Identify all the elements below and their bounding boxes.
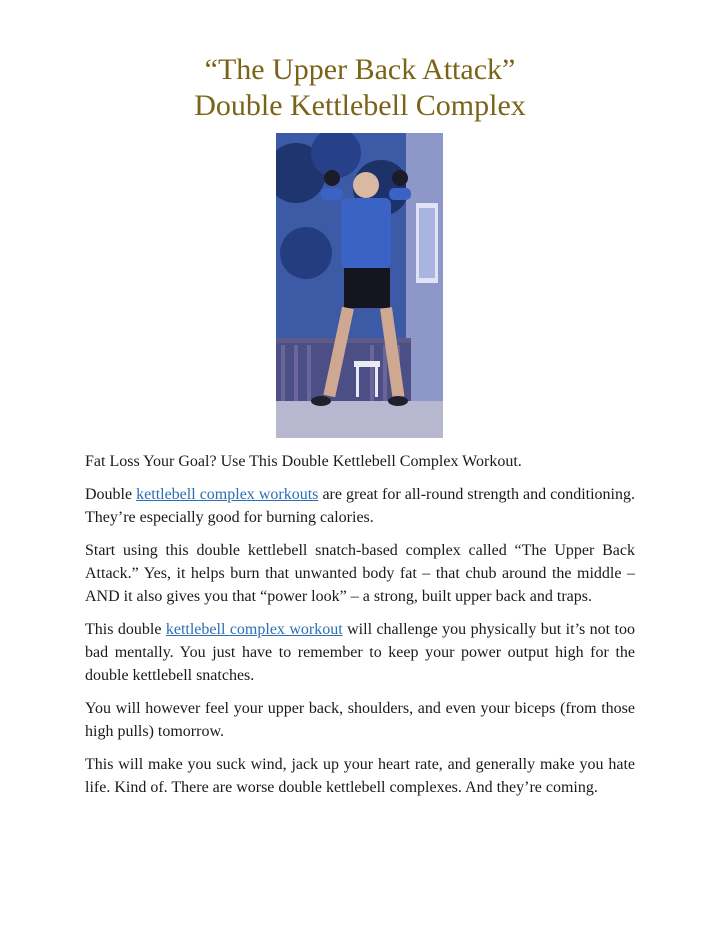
paragraph-2-lead: Double xyxy=(85,486,137,503)
title-line-1: “The Upper Back Attack” xyxy=(204,53,516,86)
paragraph-3: Start using this double kettlebell snatch-based complex called “The Upper Back Attack.” Yes, it helps burn that unwanted body fat – that chub around the middle – AND it also gives you that “power look” – a strong, built upper back and traps. xyxy=(85,542,635,605)
kettlebell-complex-workout-link[interactable]: kettlebell complex workout xyxy=(165,621,343,638)
paragraph-2 xyxy=(85,483,635,529)
paragraph-1: Fat Loss Your Goal? Use This Double Kettlebell Complex Workout. xyxy=(85,453,522,470)
title-line-2: Double Kettlebell Complex xyxy=(194,89,526,122)
paragraph-4-tail: will challenge you physically but it’s not too bad mentally. You just have to remember to keep your power output high for the double kettlebell snatches. xyxy=(85,621,635,684)
article-body xyxy=(85,450,635,809)
page-title xyxy=(0,52,720,124)
paragraph-2-tail: are great for all-round strength and conditioning. They’re especially good for burning calories. xyxy=(85,486,636,526)
kettlebell-complex-workouts-link[interactable]: kettlebell complex workouts xyxy=(136,486,319,503)
paragraph-4-lead: This double xyxy=(85,621,166,638)
athlete-kettlebell-photo xyxy=(276,133,443,438)
paragraph-6: This will make you suck wind, jack up your heart rate, and generally make you hate life. Kind of. There are worse double kettlebell complexes. And they’re coming. xyxy=(85,756,635,796)
paragraph-4 xyxy=(85,618,635,687)
paragraph-5: You will however feel your upper back, shoulders, and even your biceps (from those high pulls) tomorrow. xyxy=(85,700,635,740)
